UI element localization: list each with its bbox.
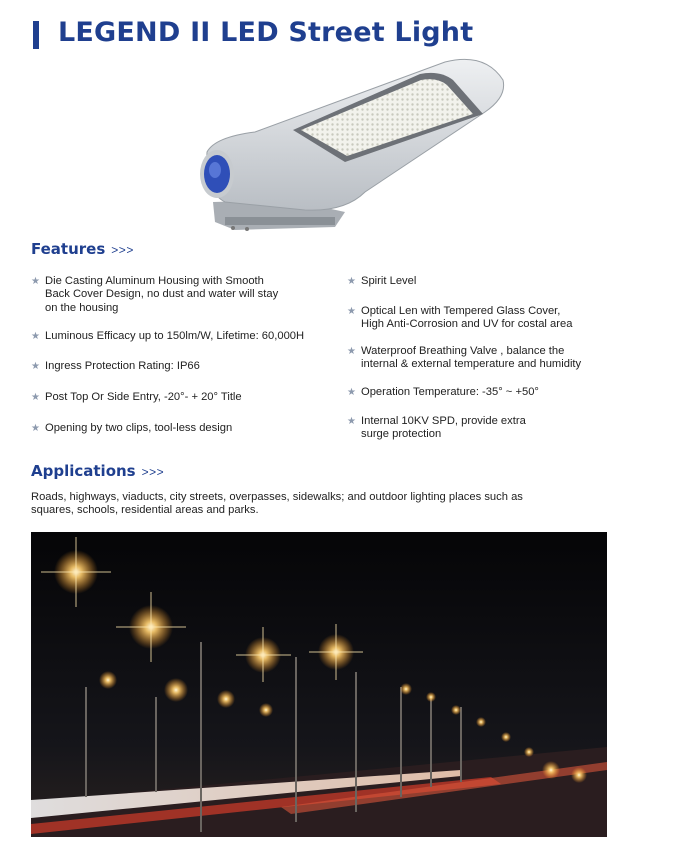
feature-text: Ingress Protection Rating: IP66: [45, 360, 200, 372]
star-icon: ★: [347, 306, 356, 317]
applications-heading: [31, 462, 164, 481]
feature-text: Waterproof Breathing Valve , balance the internal & external temperature and humidity: [361, 345, 582, 371]
applications-text: Roads, highways, viaducts, city streets, overpasses, sidewalks; and outdoor lighting places such as squares, schools, residential areas and parks.: [31, 491, 523, 517]
title-accent-bar: [33, 21, 39, 49]
star-icon: ★: [347, 387, 356, 398]
star-icon: ★: [31, 361, 40, 372]
feature-text: Luminous Efficacy up to 150lm/W, Lifetime: 60,000H: [45, 330, 305, 342]
star-icon: ★: [347, 416, 356, 427]
applications-title: Applications: [31, 462, 136, 480]
feature-text: Die Casting Aluminum Housing with Smooth Back Cover Design, no dust and water will stay on the housing: [45, 275, 279, 314]
feature-text: Internal 10KV SPD, provide extra surge protection: [361, 415, 526, 441]
product-image-street-light: [195, 52, 510, 234]
photo-night-highway: [31, 532, 607, 837]
star-icon: ★: [31, 392, 40, 403]
features-arrows: >>>: [111, 243, 134, 257]
page-title: LEGEND II LED Street Light: [58, 17, 474, 48]
applications-arrows: >>>: [141, 465, 165, 479]
feature-text: Post Top Or Side Entry, -20°- + 20° Title: [45, 391, 242, 403]
feature-text: Opening by two clips, tool-less design: [45, 422, 233, 434]
star-icon: ★: [31, 423, 40, 434]
features-title: Features: [31, 240, 106, 258]
star-icon: ★: [31, 276, 40, 287]
star-icon: ★: [347, 346, 356, 357]
feature-text: Optical Len with Tempered Glass Cover, High Anti-Corrosion and UV for costal area: [361, 305, 573, 331]
star-icon: ★: [347, 276, 356, 287]
star-icon: ★: [31, 331, 40, 342]
feature-text: Operation Temperature: -35° ~ +50°: [361, 386, 539, 398]
features-heading: [31, 240, 134, 259]
feature-text: Spirit Level: [361, 275, 417, 287]
